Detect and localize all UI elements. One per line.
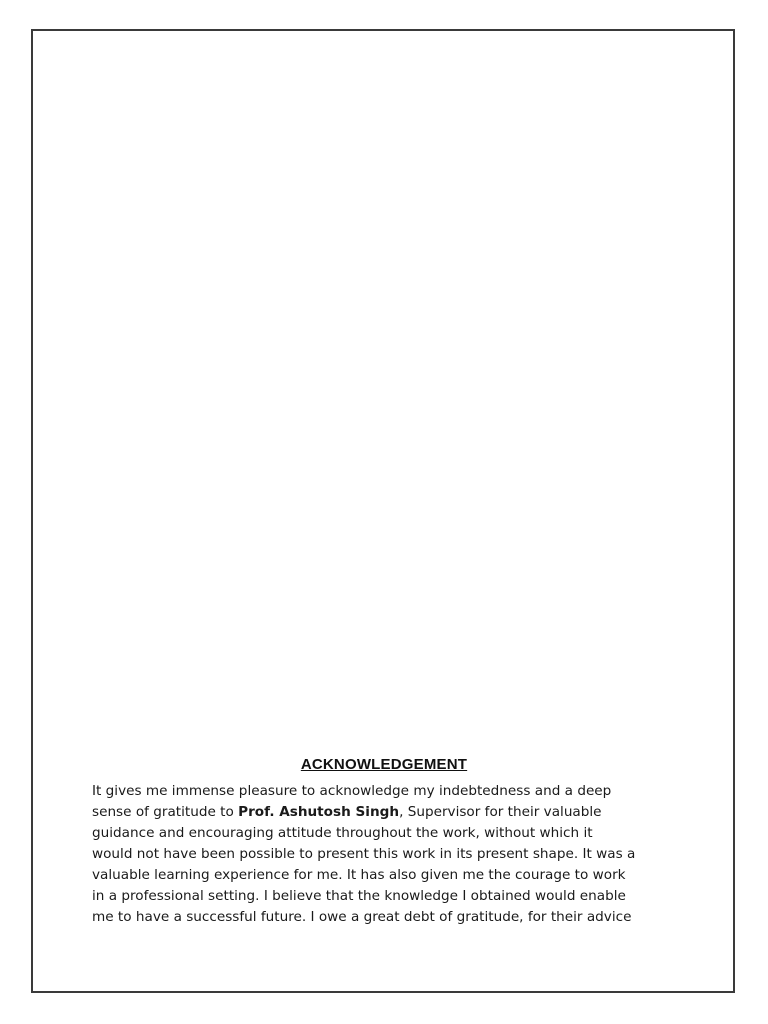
paragraph-text: sense of gratitude to <box>92 804 239 820</box>
paragraph-line: valuable learning experience for me. It has also given me the courage to work <box>92 867 626 883</box>
paragraph-line: me to have a successful future. I owe a great debt of gratitude, for their advice <box>92 909 632 925</box>
paragraph-line: It gives me immense pleasure to acknowledge my indebtedness and a deep <box>92 783 612 799</box>
paragraph-text: , Supervisor for their valuable <box>399 804 602 820</box>
acknowledgement-paragraph <box>92 781 692 928</box>
paragraph-line: would not have been possible to present this work in its present shape. It was a <box>92 846 636 862</box>
paragraph-line <box>92 802 692 823</box>
paragraph-line: in a professional setting. I believe that the knowledge I obtained would enable <box>92 888 626 904</box>
page-title: ACKNOWLEDGEMENT <box>300 756 468 773</box>
supervisor-name: Prof. Ashutosh Singh <box>238 804 400 820</box>
paragraph-line: guidance and encouraging attitude throughout the work, without which it <box>92 825 593 841</box>
